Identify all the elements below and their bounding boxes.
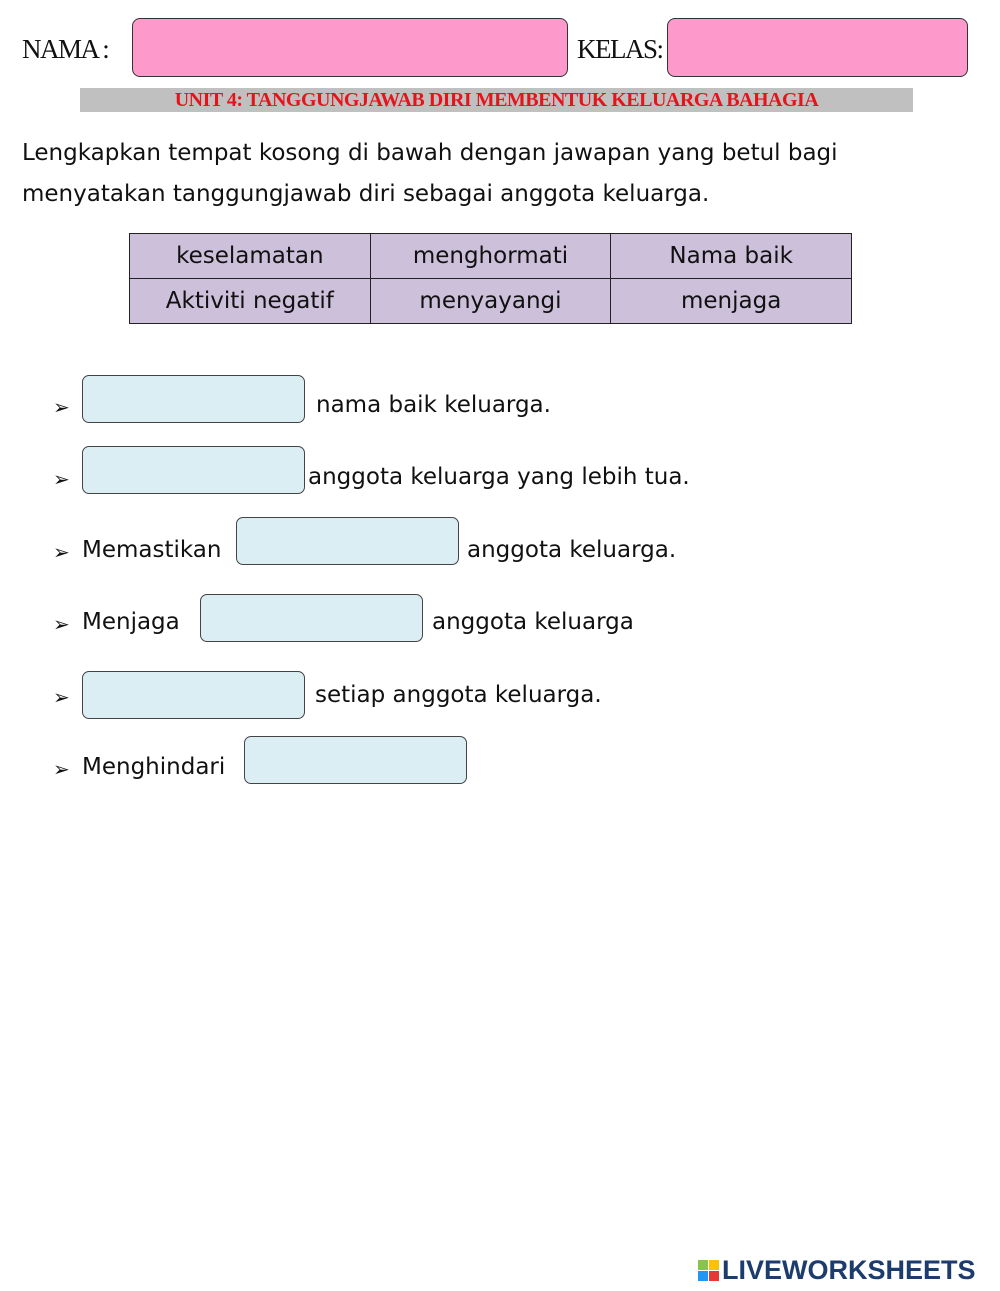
item-4-before: Menjaga — [82, 609, 180, 635]
unit-title: UNIT 4: TANGGUNGJAWAB DIRI MEMBENTUK KELUARGA BAHAGIA — [80, 88, 913, 112]
word-bank-cell: Nama baik — [611, 234, 852, 279]
nama-input[interactable] — [132, 18, 568, 77]
word-bank-cell: keselamatan — [130, 234, 371, 279]
bullet-icon: ➢ — [53, 395, 70, 419]
item-6-before: Menghindari — [82, 754, 226, 780]
answer-input-1[interactable] — [82, 375, 305, 423]
answer-input-2[interactable] — [82, 446, 305, 494]
item-3-after: anggota keluarga. — [467, 537, 677, 563]
instruction-line-1: Lengkapkan tempat kosong di bawah dengan jawapan yang betul bagi — [22, 140, 838, 166]
word-bank-cell: menyayangi — [370, 279, 611, 324]
item-3-before: Memastikan — [82, 537, 222, 563]
answer-input-6[interactable] — [244, 736, 467, 784]
answer-input-4[interactable] — [200, 594, 423, 642]
liveworksheets-logo — [698, 1255, 976, 1286]
word-bank-cell: menghormati — [370, 234, 611, 279]
word-bank-cell: menjaga — [611, 279, 852, 324]
item-2-after: anggota keluarga yang lebih tua. — [308, 464, 690, 490]
answer-input-3[interactable] — [236, 517, 459, 565]
instruction-line-2: menyatakan tanggungjawab diri sebagai anggota keluarga. — [22, 181, 710, 207]
bullet-icon: ➢ — [53, 757, 70, 781]
bullet-icon: ➢ — [53, 612, 70, 636]
answer-input-5[interactable] — [82, 671, 305, 719]
logo-icon — [698, 1260, 719, 1281]
kelas-label: KELAS: — [577, 34, 663, 64]
bullet-icon: ➢ — [53, 685, 70, 709]
logo-text: LIVEWORKSHEETS — [722, 1255, 976, 1285]
bullet-icon: ➢ — [53, 467, 70, 491]
word-bank-cell: Aktiviti negatif — [130, 279, 371, 324]
item-1-after: nama baik keluarga. — [316, 392, 551, 418]
item-4-after: anggota keluarga — [432, 609, 634, 635]
item-5-after: setiap anggota keluarga. — [315, 682, 602, 708]
nama-label: NAMA : — [22, 34, 109, 64]
word-bank-table — [129, 233, 852, 324]
kelas-input[interactable] — [667, 18, 968, 77]
bullet-icon: ➢ — [53, 540, 70, 564]
